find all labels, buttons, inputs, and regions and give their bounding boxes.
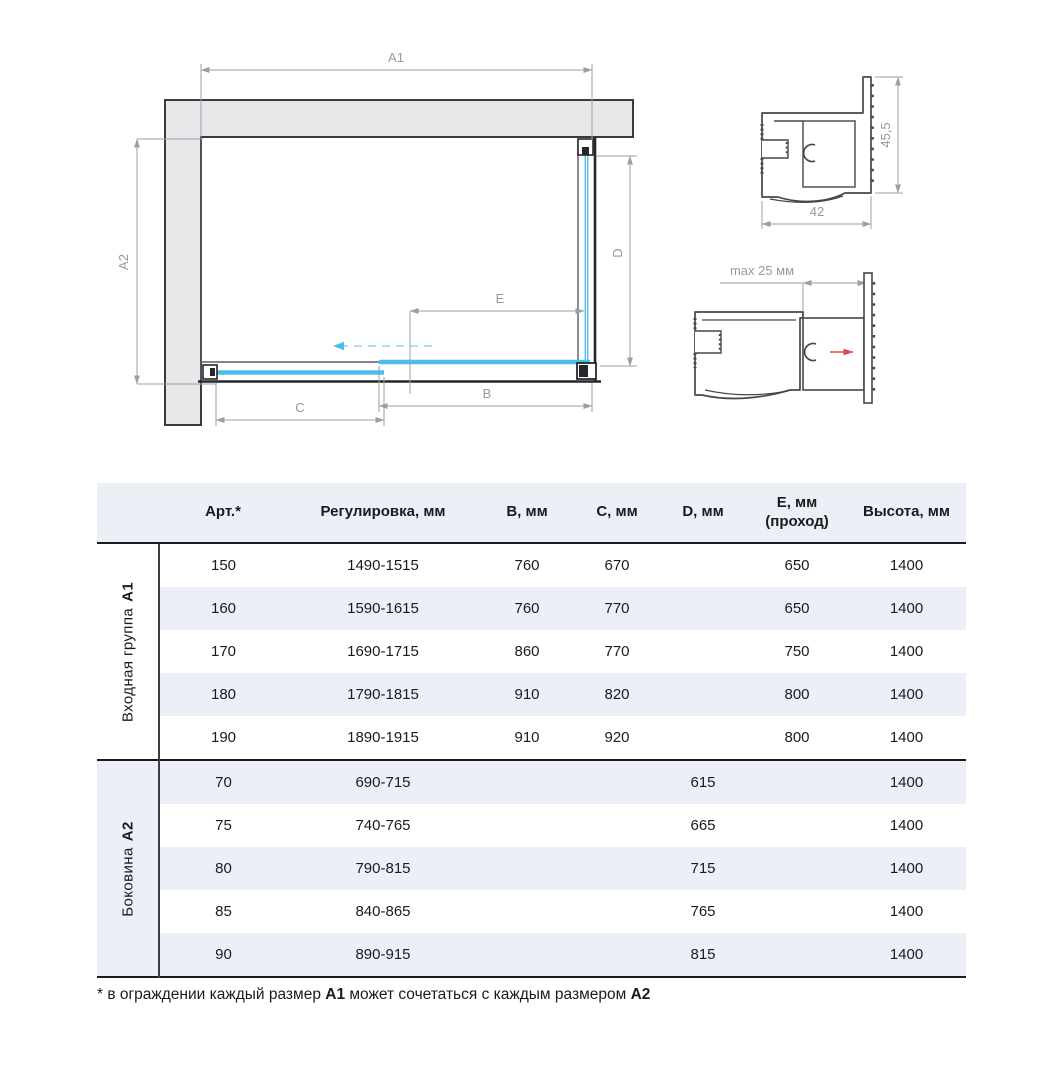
cell-c <box>575 933 659 977</box>
cell-c: 770 <box>575 630 659 673</box>
footnote-text: * в ограждении каждый размер <box>97 986 326 1003</box>
cell-art: 180 <box>159 673 287 716</box>
cell-b <box>479 760 575 804</box>
header-art: Арт.* <box>159 483 287 543</box>
enclosure-frame <box>201 137 578 381</box>
extension-fin <box>864 273 872 403</box>
group-label-a1 <box>97 543 159 760</box>
header-c: C, мм <box>575 483 659 543</box>
table-row <box>97 673 966 716</box>
header-d: D, мм <box>659 483 747 543</box>
cell-art: 160 <box>159 587 287 630</box>
table-row <box>97 543 966 587</box>
table-row <box>97 933 966 977</box>
table-row <box>97 890 966 933</box>
cell-e <box>747 890 847 933</box>
dim-label-c: C <box>295 400 305 415</box>
group-label-a2 <box>97 760 159 977</box>
cell-e <box>747 933 847 977</box>
dim-label-a2: A2 <box>116 254 131 270</box>
bracket-bottom-left <box>203 365 217 379</box>
cell-c <box>575 804 659 847</box>
cell-e <box>747 847 847 890</box>
dim-label-d: D <box>610 248 625 258</box>
cell-reg: 690-715 <box>287 760 479 804</box>
cell-h: 1400 <box>847 630 966 673</box>
header-e-line1: E, мм <box>776 493 818 511</box>
cell-h: 1400 <box>847 933 966 977</box>
cell-e: 800 <box>747 673 847 716</box>
cell-h: 1400 <box>847 587 966 630</box>
cell-e: 650 <box>747 543 847 587</box>
group-code: А1 <box>119 581 136 602</box>
profile-extension-section <box>695 263 874 403</box>
cell-c: 820 <box>575 673 659 716</box>
cell-h: 1400 <box>847 673 966 716</box>
cell-d <box>659 587 747 630</box>
cell-b: 910 <box>479 673 575 716</box>
cell-b <box>479 933 575 977</box>
cell-reg: 1890-1915 <box>287 716 479 760</box>
header-e-line2: (проход) <box>765 512 829 530</box>
table-row <box>97 587 966 630</box>
cell-b <box>479 804 575 847</box>
cell-e <box>747 804 847 847</box>
cell-art: 170 <box>159 630 287 673</box>
dim-label-e: E <box>495 291 505 306</box>
cell-b: 860 <box>479 630 575 673</box>
header-row <box>97 483 966 543</box>
cell-art: 90 <box>159 933 287 977</box>
cell-reg: 1490-1515 <box>287 543 479 587</box>
cell-h: 1400 <box>847 543 966 587</box>
bracket-top-right <box>578 139 593 155</box>
enclosure-track <box>198 137 601 382</box>
spec-table <box>97 483 966 978</box>
profile-corner-section <box>762 77 903 229</box>
wall-channel-notch-2 <box>695 331 721 353</box>
cell-d: 715 <box>659 847 747 890</box>
cell-e: 750 <box>747 630 847 673</box>
cell-c <box>575 760 659 804</box>
dim-label-45-5: 45,5 <box>878 122 893 148</box>
group-code: А2 <box>119 820 136 841</box>
header-group <box>97 483 159 543</box>
table-row <box>97 847 966 890</box>
dim-label-b: B <box>482 386 492 401</box>
dim-label-42: 42 <box>809 204 825 219</box>
cell-art: 190 <box>159 716 287 760</box>
cell-h: 1400 <box>847 847 966 890</box>
table-header <box>97 483 966 543</box>
cell-reg: 1790-1815 <box>287 673 479 716</box>
cell-h: 1400 <box>847 716 966 760</box>
extension-body <box>695 312 803 399</box>
extension-chamber <box>803 318 864 390</box>
cell-b: 760 <box>479 587 575 630</box>
table-row <box>97 760 966 804</box>
cell-b: 760 <box>479 543 575 587</box>
cell-d: 815 <box>659 933 747 977</box>
cell-art: 70 <box>159 760 287 804</box>
table-row <box>97 804 966 847</box>
cell-e: 650 <box>747 587 847 630</box>
wall <box>165 100 633 425</box>
cell-d: 765 <box>659 890 747 933</box>
plan-view <box>116 50 637 426</box>
cell-e <box>747 760 847 804</box>
cell-reg: 1590-1615 <box>287 587 479 630</box>
wall-channel-notch <box>762 140 788 158</box>
cell-e: 800 <box>747 716 847 760</box>
dim-label-a1: A1 <box>388 50 404 65</box>
technical-drawing <box>0 0 1063 470</box>
cell-art: 80 <box>159 847 287 890</box>
header-height: Высота, мм <box>847 483 966 543</box>
cell-reg: 790-815 <box>287 847 479 890</box>
cell-art: 150 <box>159 543 287 587</box>
dimension-max25 <box>720 283 866 315</box>
cell-c: 770 <box>575 587 659 630</box>
cell-b <box>479 890 575 933</box>
group-entrance-a1 <box>97 543 966 760</box>
cell-reg: 840-865 <box>287 890 479 933</box>
slide-direction-arrow <box>333 342 432 350</box>
cell-art: 85 <box>159 890 287 933</box>
group-label-text: Входная группа <box>119 607 136 722</box>
group-side-a2 <box>97 760 966 977</box>
cell-reg: 1690-1715 <box>287 630 479 673</box>
cell-c <box>575 847 659 890</box>
cell-d: 665 <box>659 804 747 847</box>
bracket-bottom-right <box>577 363 596 379</box>
header-b: B, мм <box>479 483 575 543</box>
footnote-text: может сочетаться с каждым размером <box>345 986 631 1003</box>
cell-reg: 740-765 <box>287 804 479 847</box>
dimension-d <box>596 156 637 366</box>
cell-d <box>659 673 747 716</box>
cell-c: 670 <box>575 543 659 587</box>
header-e <box>747 483 847 543</box>
cell-c <box>575 890 659 933</box>
table-row <box>97 630 966 673</box>
cell-h: 1400 <box>847 804 966 847</box>
footnote <box>97 986 650 1004</box>
footnote-a1: А1 <box>325 986 346 1003</box>
cell-c: 920 <box>575 716 659 760</box>
cell-reg: 890-915 <box>287 933 479 977</box>
table-row <box>97 716 966 760</box>
cell-d <box>659 716 747 760</box>
max-25-label: max 25 мм <box>729 263 795 278</box>
group-label-text: Боковина <box>119 846 136 917</box>
cell-d: 615 <box>659 760 747 804</box>
footnote-a2: А2 <box>630 986 651 1003</box>
cell-d <box>659 543 747 587</box>
cell-b <box>479 847 575 890</box>
cell-h: 1400 <box>847 890 966 933</box>
cell-d <box>659 630 747 673</box>
cell-h: 1400 <box>847 760 966 804</box>
cell-art: 75 <box>159 804 287 847</box>
header-reg: Регулировка, мм <box>287 483 479 543</box>
cell-b: 910 <box>479 716 575 760</box>
